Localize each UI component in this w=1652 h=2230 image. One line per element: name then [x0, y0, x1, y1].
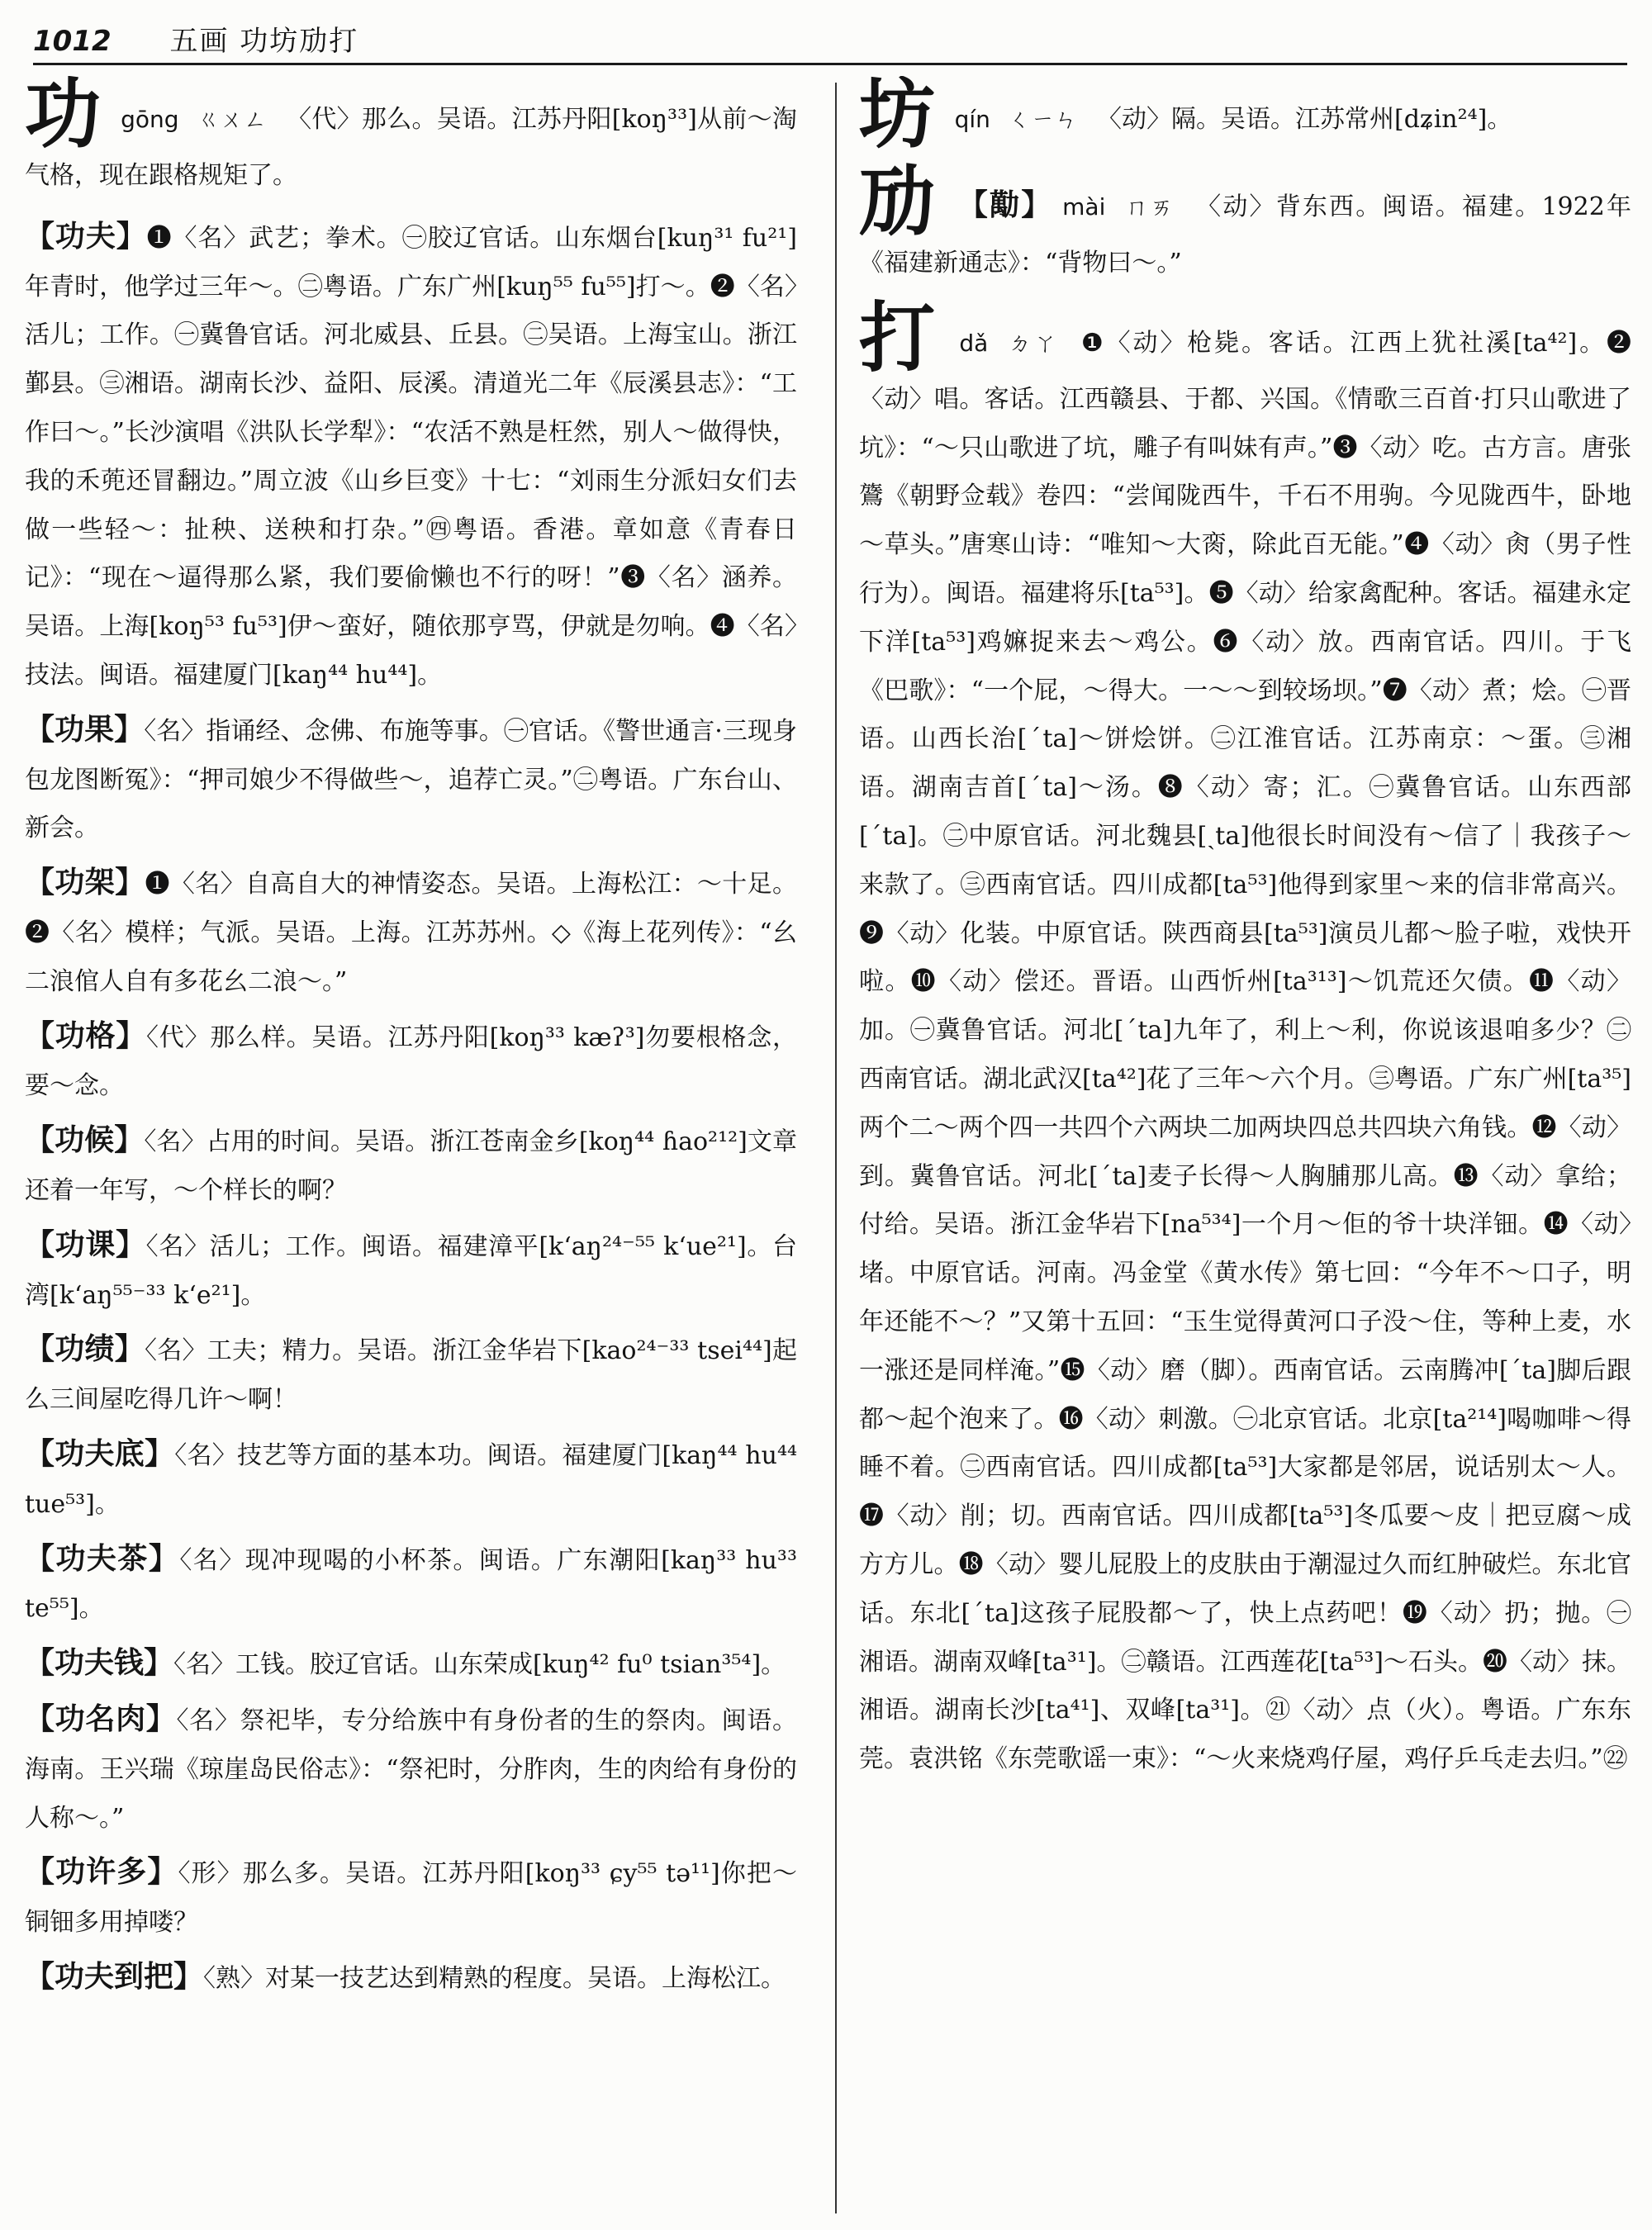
compound-headword: 【功夫钱】 — [25, 1645, 174, 1681]
definition: 〈名〉技艺等方面的基本功。闽语。福建厦门[kaŋ⁴⁴ hu⁴⁴ tue⁵³]。 — [25, 1440, 797, 1519]
definition: 〈动〉隔。吴语。江苏常州[dʑin²⁴]。 — [1096, 105, 1512, 134]
compound-headword: 【功格】 — [25, 1018, 147, 1053]
entry-gongfu — [25, 212, 797, 700]
compound-headword: 【功果】 — [25, 711, 145, 747]
headword: 劢 — [859, 157, 938, 246]
definition: 〈代〉那么。吴语。江苏丹阳[koŋ³³]从前～淘气格，现在跟格规矩了。 — [25, 105, 797, 190]
page-number: 1012 — [33, 25, 112, 58]
header-rule — [33, 63, 1627, 65]
entry-gongfudi — [25, 1430, 797, 1530]
pinyin: dǎ — [959, 329, 989, 357]
definition: 〈名〉占用的时间。吴语。浙江苍南金乡[koŋ⁴⁴ ɦao²¹²]文章还着一年写，～个样长的啊？ — [25, 1127, 797, 1205]
definition: 〈形〉那么多。吴语。江苏丹阳[koŋ³³ ɕy⁵⁵ tə¹¹]你把～铜钿多用掉喽？ — [25, 1859, 797, 1938]
entry-gongfuqian — [25, 1639, 797, 1690]
entry-gongfudaoba — [25, 1952, 797, 2004]
headword: 功 — [25, 76, 102, 159]
entry-gongxuduo — [25, 1848, 797, 1948]
compound-headword: 【功名肉】 — [25, 1701, 177, 1736]
zhuyin: ㄑㄧㄣ — [1008, 106, 1078, 133]
headword: 打 — [859, 292, 938, 382]
entry-gong — [25, 76, 797, 201]
zhuyin: ㄉㄚ — [1008, 329, 1060, 357]
compound-headword: 【功夫到把】 — [25, 1958, 204, 1994]
compound-headword: 【功课】 — [25, 1226, 146, 1262]
definition: 〈熟〉对某一技艺达到精熟的程度。吴语。上海松江。 — [203, 1963, 786, 1993]
entry-gongguo — [25, 705, 797, 853]
definition: 〈名〉工钱。胶辽官话。山东荣成[kuŋ⁴² fu⁰ tsian³⁵⁴]。 — [173, 1650, 786, 1680]
column-divider — [835, 83, 837, 2213]
compound-headword: 【功绩】 — [25, 1331, 145, 1367]
definition: 〈代〉那么样。吴语。江苏丹阳[koŋ³³ kæʔ³]勿要根格念，要～念。 — [25, 1022, 797, 1101]
pinyin: mài — [1062, 193, 1106, 221]
definition: 〈名〉现冲现喝的小杯茶。闽语。广东潮阳[kaŋ³³ hu³³ te⁵⁵]。 — [25, 1545, 797, 1624]
definition: ❶〈动〉枪毙。客话。江西上犹社溪[ta⁴²]。❷〈动〉唱。客话。江西赣县、于都、兴国。《情歌三百首·打只山歌进了坑》：“～只山歌进了坑，雕子有叫妹有声。”❸〈动〉吃。古方言。唐张鷟《朝野佥载》卷四：“尝闻陇西牛，千石不用驹。今见陇西牛，卧地～草头。”唐寒山诗：“唯知～大脔，除此百无能。”❹〈动〉肏（男子性行为）。闽语。福建将乐[ta⁵³]。❺〈动〉给家禽配种。客话。福建永定下洋[ta⁵³]鸡嫲捉来去～鸡公。❻〈动〉放。西南官话。四川。于飞《巴歌》：“一个屁，～得大。一～～到较场坝。”❼〈动〉煮；烩。㊀晋语。山西长治[ˊta]～饼烩饼。㊁江淮官话。江苏南京：～蛋。㊂湘语。湖南吉首[ˊta]～汤。❽〈动〉寄；汇。㊀冀鲁官话。山东西部[ˊta]。㊁中原官话。河北魏县[ˏta]他很长时间没有～信了｜我孩子～来款了。㊂西南官话。四川成都[ta⁵³]他得到家里～来的信非常高兴。❾〈动〉化装。中原官话。陕西商县[ta⁵³]演员儿都～脸子啦，戏快开啦。❿〈动〉偿还。晋语。山西忻州[ta³¹³]～饥荒还欠债。⓫〈动〉加。㊀冀鲁官话。河北[ˊta]九年了，利上～利，你说该退咱多少？㊁西南官话。湖北武汉[ta⁴²]花了三年～六个月。㊂粤语。广东广州[ta³⁵]两个二～两个四一共四个六两块二加两块四总共四块六角钱。⓬〈动〉到。冀鲁官话。河北[ˊta]麦子长得～人胸脯那儿高。⓭〈动〉拿给；付给。吴语。浙江金华岩下[na⁵³⁴]一个月～佢的爷十块洋钿。⓮〈动〉堵。中原官话。河南。冯金堂《黄水传》第七回：“今年不～口子，明年还能不～？”又第十五回：“玉生觉得黄河口子没～住，等种上麦，水一涨还是同样淹。”⓯〈动〉磨（脚）。西南官话。云南腾冲[ˊta]脚后跟都～起个泡来了。⓰〈动〉刺激。㊀北京官话。北京[ta²¹⁴]喝咖啡～得睡不着。㊁西南官话。四川成都[ta⁵³]大家都是邻居，说话别太～人。⓱〈动〉削；切。西南官话。四川成都[ta⁵³]冬瓜要～皮｜把豆腐～成方方儿。⓲〈动〉婴儿屁股上的皮肤由于潮湿过久而红肿破烂。东北官话。东北[ˊta]这孩子屁股都～了，快上点药吧！⓳〈动〉扔；抛。㊀湘语。湖南双峰[ta³¹]。㊁赣语。江西莲花[ta⁵³]～石头。⓴〈动〉抹。湘语。湖南长沙[ta⁴¹]、双峰[ta³¹]。㉑〈动〉点（火）。粤语。广东东莞。袁洪铭《东莞歌谣一束》：“～火来烧鸡仔屋，鸡仔乒乓走去归。”㉒ — [859, 328, 1631, 1774]
entry-gongmingrou — [25, 1695, 797, 1843]
compound-headword: 【功候】 — [25, 1122, 145, 1158]
page-header — [33, 18, 1627, 64]
definition: 〈名〉工夫；精力。吴语。浙江金华岩下[kao²⁴⁻³³ tsei⁴⁴]起么三间屋吃得几许～啊！ — [25, 1336, 797, 1415]
compound-headword: 【功夫】 — [25, 218, 147, 254]
definition: 〈动〉背东西。闽语。福建。1922年《福建新通志》：“背物曰～。” — [859, 192, 1631, 278]
definition: 〈名〉祭祀毕，专分给族中有身份者的生的祭肉。闽语。海南。王兴瑞《琼崖岛民俗志》：“祭祀时，分胙肉，生的肉给有身份的人称～。” — [25, 1706, 797, 1833]
section-title: 五画 功坊劢打 — [169, 25, 359, 58]
right-column — [859, 76, 1631, 2219]
compound-headword: 【功夫茶】 — [25, 1540, 180, 1576]
definition: 〈名〉活儿；工作。闽语。福建漳平[kʻaŋ²⁴⁻⁵⁵ kʻue²¹]。台湾[kʻaŋ⁵⁵⁻³³ kʻe²¹]。 — [25, 1231, 797, 1310]
left-column — [25, 76, 797, 2219]
zhuyin: ㄍㄨㄥ — [197, 106, 268, 133]
entry-gongfucha — [25, 1535, 797, 1635]
entry-gonghou — [25, 1116, 797, 1216]
compound-headword: 【功许多】 — [25, 1854, 178, 1890]
pinyin: qín — [954, 106, 990, 133]
entry-qin — [859, 76, 1631, 159]
entry-gongjia — [25, 858, 797, 1006]
entry-gongke — [25, 1221, 797, 1321]
zhuyin: ㄇㄞ — [1125, 193, 1175, 221]
entry-gongji — [25, 1325, 797, 1425]
entry-gongge — [25, 1012, 797, 1112]
entry-mai — [859, 157, 1631, 288]
entry-da — [859, 292, 1631, 1784]
definition: ❶〈名〉武艺；拳术。㊀胶辽官话。山东烟台[kuŋ³¹ fu²¹]年青时，他学过三年～。㊁粤语。广东广州[kuŋ⁵⁵ fu⁵⁵]打～。❷〈名〉活儿；工作。㊀冀鲁官话。河北威县、丘县。㊁吴语。上海宝山。浙江鄞县。㊂湘语。湖南长沙、益阳、辰溪。清道光二年《辰溪县志》：“工作曰～。”长沙演唱《洪队长学犁》：“农活不熟是枉然，别人～做得快，我的禾蔸还冒翻边。”周立波《山乡巨变》十七：“刘雨生分派妇女们去做一些轻～：扯秧、送秧和打杂。”㊃粤语。香港。章如意《青春日记》：“现在～逼得那么紧，我们要偷懒也不行的呀！”❸〈名〉涵养。吴语。上海[koŋ⁵³ fu⁵³]伊～蛮好，随依那亨骂，伊就是勿响。❹〈名〉技法。闽语。福建厦门[kaŋ⁴⁴ hu⁴⁴]。 — [25, 223, 797, 690]
headword: 坊 — [859, 76, 936, 159]
variant-form: 【勱】 — [957, 187, 1053, 222]
definition: ❶〈名〉自高自大的神情姿态。吴语。上海松江：～十足。❷〈名〉模样；气派。吴语。上海。江苏苏州。◇《海上花列传》：“幺二浪倌人自有多花幺二浪～。” — [25, 870, 797, 996]
pinyin: gōng — [121, 106, 179, 133]
compound-headword: 【功夫底】 — [25, 1435, 175, 1471]
compound-headword: 【功架】 — [25, 865, 145, 900]
definition: 〈名〉指诵经、念佛、布施等事。㊀官话。《警世通言·三现身包龙图断冤》：“押司娘少不得做些～，追荐亡灵。”㊁粤语。广东台山、新会。 — [25, 716, 797, 843]
